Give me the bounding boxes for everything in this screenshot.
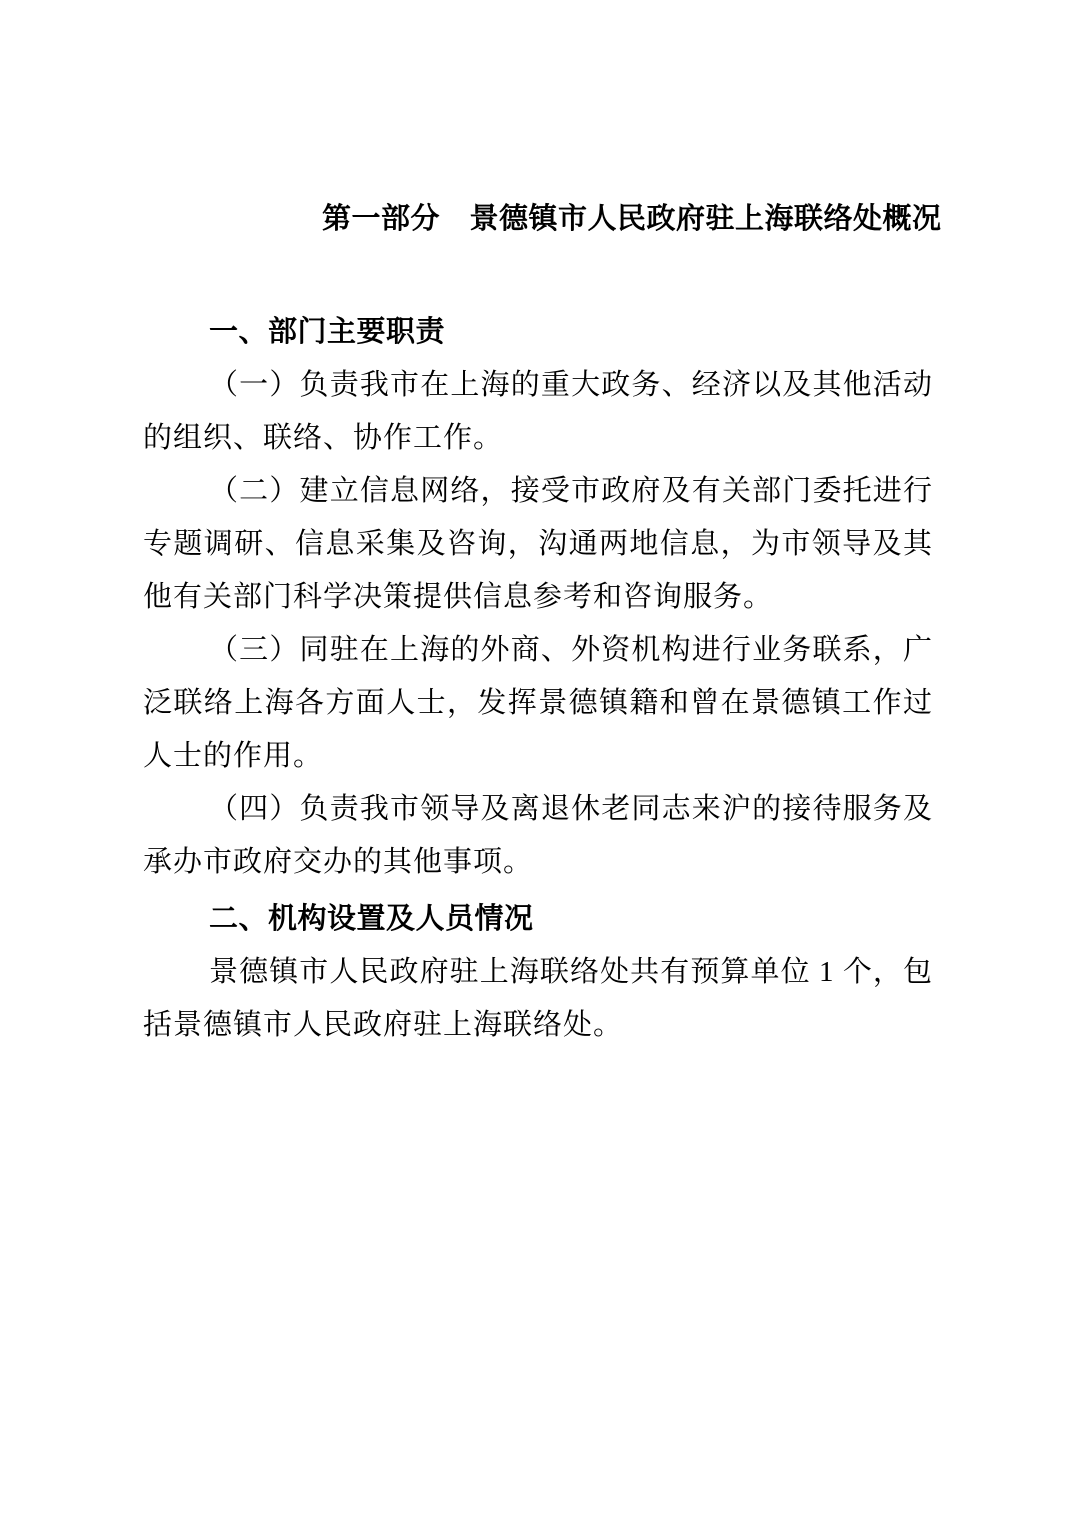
section-heading-organization: 二、机构设置及人员情况 — [209, 903, 534, 935]
document-content — [143, 193, 942, 1052]
section-organization — [143, 893, 933, 1052]
section-heading-duties: 一、部门主要职责 — [209, 316, 446, 348]
paragraph-organization-1: 景德镇市人民政府驻上海联络处共有预算单位 1 个，包括景德镇市人民政府驻上海联络处。 — [143, 956, 933, 1041]
paragraph-duty-4: （四）负责我市领导及离退休老同志来沪的接待服务及承办市政府交办的其他事项。 — [143, 793, 933, 878]
paragraph-duty-3: （三）同驻在上海的外商、外资机构进行业务联系，广泛联络上海各方面人士，发挥景德镇籍和曾在景德镇工作过人士的作用。 — [143, 634, 933, 772]
document-title: 第一部分 景德镇市人民政府驻上海联络处概况 — [322, 203, 942, 235]
paragraph-duty-1: （一）负责我市在上海的重大政务、经济以及其他活动的组织、联络、协作工作。 — [143, 369, 933, 454]
paragraph-duty-2: （二）建立信息网络，接受市政府及有关部门委托进行专题调研、信息采集及咨询，沟通两地信息，为市领导及其他有关部门科学决策提供信息参考和咨询服务。 — [143, 475, 933, 613]
section-duties — [143, 306, 933, 889]
